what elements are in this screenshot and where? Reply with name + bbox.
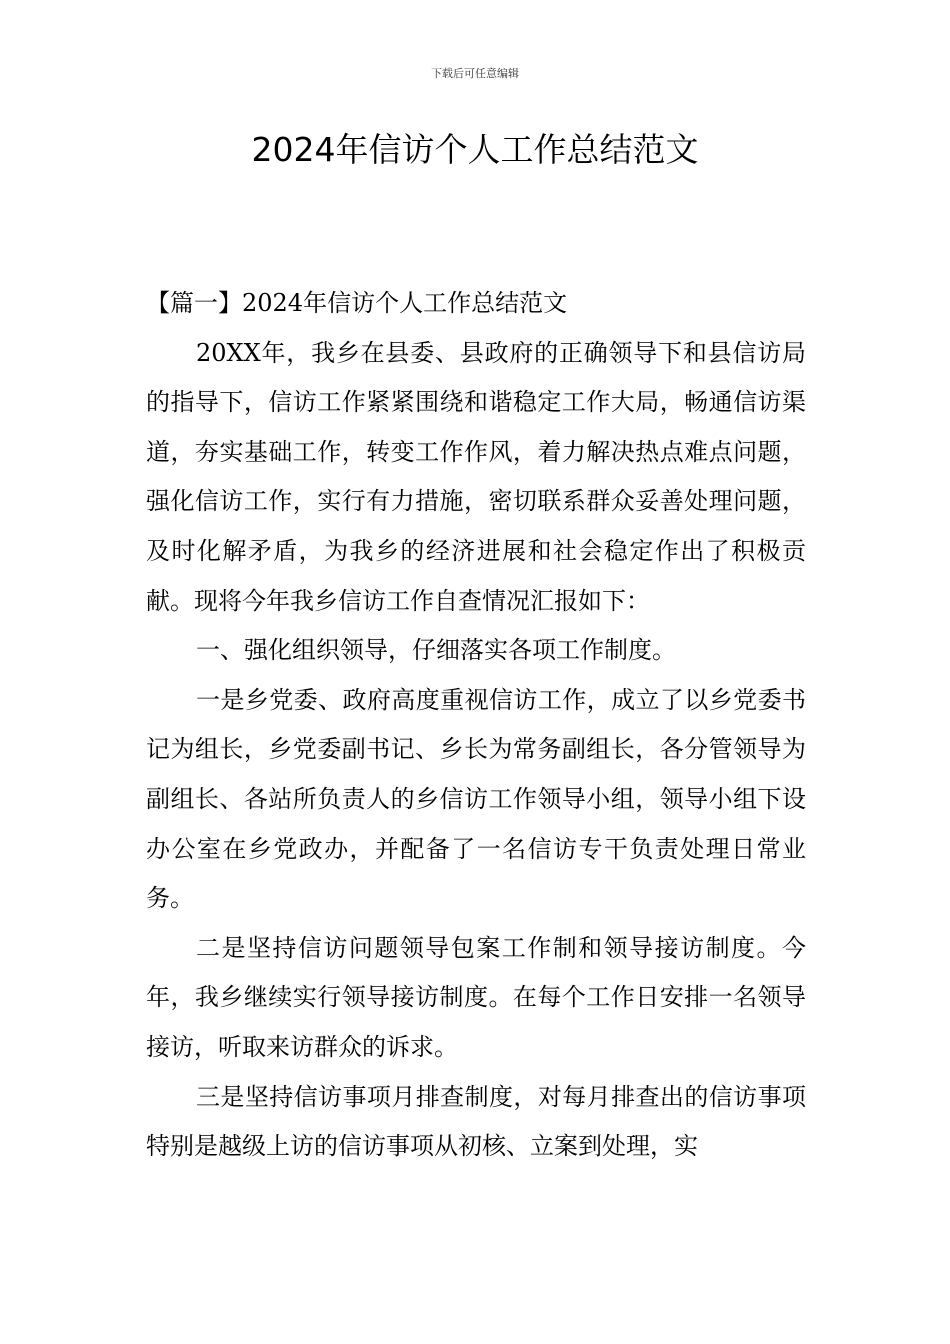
paragraph-point-one: 一、强化组织领导，仔细落实各项工作制度。: [196, 636, 676, 665]
paragraph-item-third: 三是坚持信访事项月排查制度，对每月排查出的信访事项特别是越级上访的信访事项从初核、立案到处理，实: [146, 1082, 806, 1161]
paragraph-item-second: 二是坚持信访问题领导包案工作制和领导接访制度。今年，我乡继续实行领导接访制度。在每个工作日安排一名领导接访，听取来访群众的诉求。: [146, 933, 806, 1061]
paragraph-intro: 20XX年，我乡在县委、县政府的正确领导下和县信访局的指导下，信访工作紧紧围绕和谐稳定工作大局，畅通信访渠道，夯实基础工作，转变工作作风，着力解决热点难点问题，强化信访工作，实行有力措施，密切联系群众妥善处理问题，及时化解矛盾，为我乡的经济进展和社会稳定作出了积极贡献。现将今年我乡信访工作自查情况汇报如下：: [146, 338, 806, 615]
header-note: 下载后可任意编辑: [431, 67, 519, 80]
document-title: 2024年信访个人工作总结范文: [251, 130, 699, 169]
document-body: [146, 279, 806, 1172]
section-heading: 【篇一】2024年信访个人工作总结范文: [146, 289, 568, 317]
paragraph-item-first: 一是乡党委、政府高度重视信访工作，成立了以乡党委书记为组长，乡党委副书记、乡长为常务副组长，各分管领导为副组长、各站所负责人的乡信访工作领导小组，领导小组下设办公室在乡党政办，并配备了一名信访专干负责处理日常业务。: [146, 685, 806, 913]
